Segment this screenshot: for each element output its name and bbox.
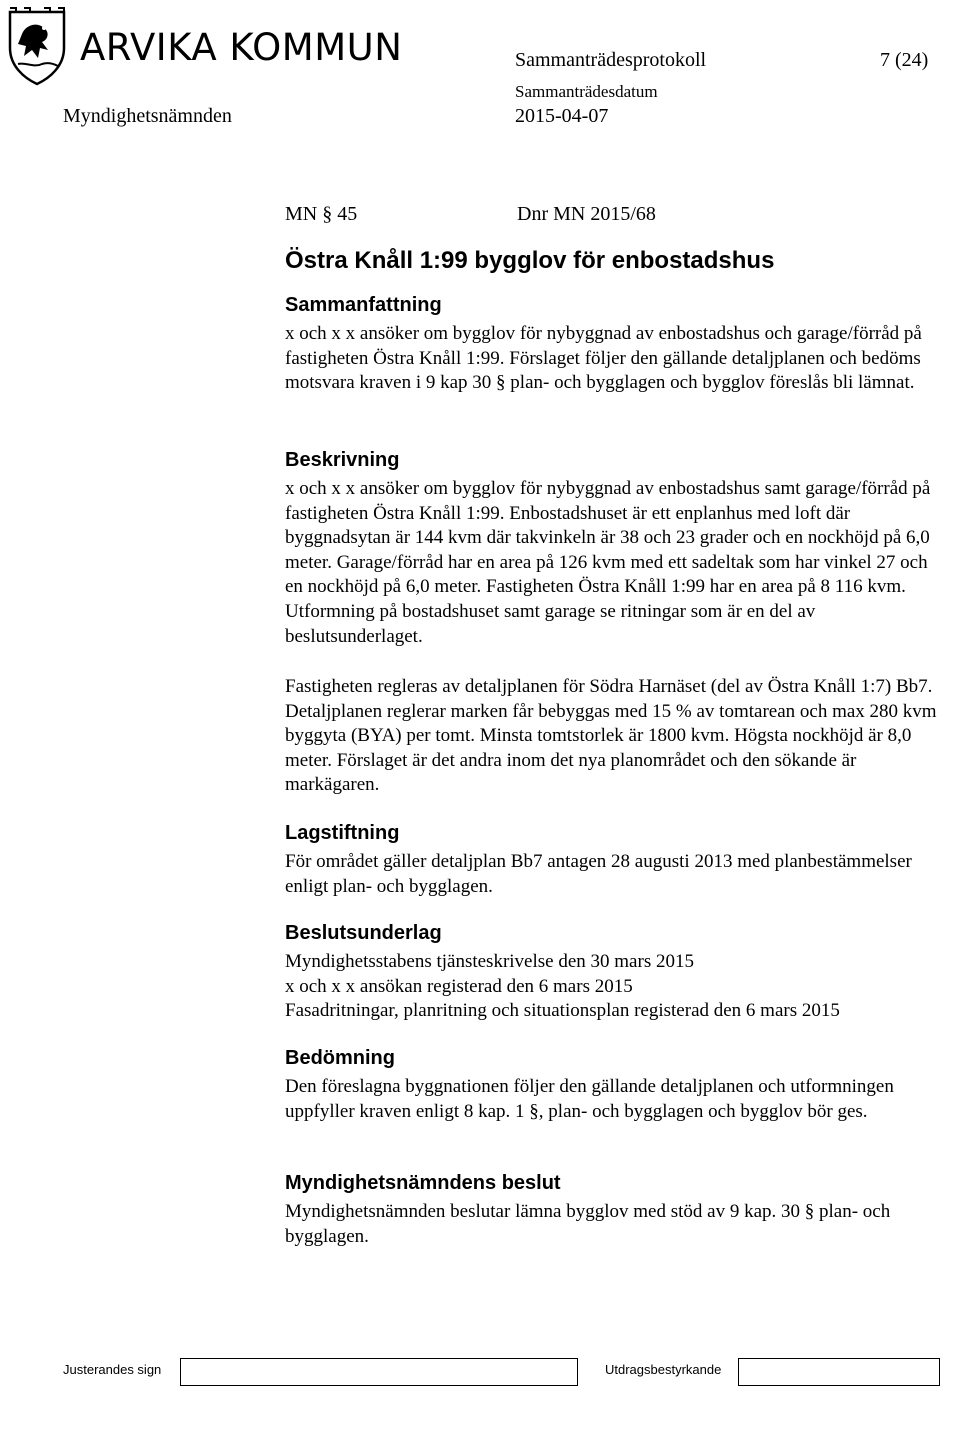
section-heading: Bedömning bbox=[285, 1047, 395, 1069]
section-text: Myndighetsnämnden beslutar lämna bygglov med stöd av 9 kap. 30 § plan- och bygglagen. bbox=[285, 1201, 891, 1247]
list-item: Fasadritningar, planritning och situationsplan registerad den 6 mars 2015 bbox=[285, 1000, 840, 1022]
section-beskrivning bbox=[285, 447, 945, 649]
doc-type: Sammanträdesprotokoll bbox=[515, 49, 707, 71]
arvika-crest-icon bbox=[4, 4, 70, 86]
section-heading: Myndighetsnämndens beslut bbox=[285, 1172, 561, 1194]
section-beskrivning-cont bbox=[285, 675, 945, 798]
section-beslut bbox=[285, 1170, 945, 1249]
section-text: x och x x ansöker om bygglov för nybyggnad av enbostadshus och garage/förråd på fastigheten Östra Knåll 1:99. Förslaget följer den gällande detaljplanen och bedöms motsvara kraven i 9 kap 30 § plan- och bygglagen och bygglov föreslås bli lämnat. bbox=[285, 323, 922, 394]
case-title: Östra Knåll 1:99 bygglov för enbostadshus bbox=[285, 247, 775, 274]
page-number: 7 (24) bbox=[880, 49, 929, 71]
certification-box bbox=[738, 1358, 940, 1386]
org-name: ARVIKA KOMMUN bbox=[80, 26, 403, 69]
case-number: MN § 45 bbox=[285, 203, 358, 225]
section-lagstiftning bbox=[285, 820, 945, 899]
footer-justerandes-sign: Justerandes sign bbox=[63, 1362, 162, 1377]
section-text: x och x x ansöker om bygglov för nybyggnad av enbostadshus samt garage/förråd på fastigheten Östra Knåll 1:99. Enbostadshuset är ett enplanhus med loft där byggnadsytan är 144 kvm där takvinkeln är 38 och 23 grader och en nockhöjd på 6,0 meter. Garage/förråd har en area på 126 kvm med ett sadeltak som har vinkel 27 och en nockhöjd på 6,0 meter. Fastigheten Östra Knåll 1:99 har en area på 8 116 kvm. Utformning på bostadshuset samt garage se ritningar som är en del av beslutsunderlaget. bbox=[285, 478, 931, 647]
section-text: Den föreslagna byggnationen följer den gällande detaljplanen och utformningen uppfyller kraven enligt 8 kap. 1 §, plan- och bygglagen och bygglov bör ges. bbox=[285, 1076, 894, 1122]
section-sammanfattning bbox=[285, 292, 945, 396]
section-text: Fastigheten regleras av detaljplanen för Södra Harnäset (del av Östra Knåll 1:7) Bb7. Detaljplanen reglerar marken får bebyggas med 15 % av tomtarean och max 280 kvm byggyta (BYA) per tomt. Minsta tomtstorlek är 1800 kvm. Högsta nockhöjd är 8,0 meter. Förslaget är det andra inom det nya planområdet och den sökande är markägaren. bbox=[285, 676, 937, 796]
committee-name: Myndighetsnämnden bbox=[63, 105, 232, 127]
meeting-date: 2015-04-07 bbox=[515, 105, 609, 127]
section-heading: Beskrivning bbox=[285, 449, 400, 471]
section-heading: Lagstiftning bbox=[285, 822, 400, 844]
section-heading: Beslutsunderlag bbox=[285, 922, 442, 944]
case-dnr: Dnr MN 2015/68 bbox=[517, 203, 656, 225]
date-label: Sammanträdesdatum bbox=[515, 82, 658, 101]
section-beslutsunderlag bbox=[285, 920, 945, 1024]
signature-box bbox=[180, 1358, 578, 1386]
section-heading: Sammanfattning bbox=[285, 294, 442, 316]
list-item: x och x x ansökan registerad den 6 mars 2015 bbox=[285, 975, 633, 997]
section-text: För området gäller detaljplan Bb7 antagen 28 augusti 2013 med planbestämmelser enligt plan- och bygglagen. bbox=[285, 851, 912, 897]
list-item: Myndighetsstabens tjänsteskrivelse den 30 mars 2015 bbox=[285, 951, 694, 972]
footer-utdragsbestyrkande: Utdragsbestyrkande bbox=[605, 1362, 722, 1377]
section-bedomning bbox=[285, 1045, 945, 1124]
